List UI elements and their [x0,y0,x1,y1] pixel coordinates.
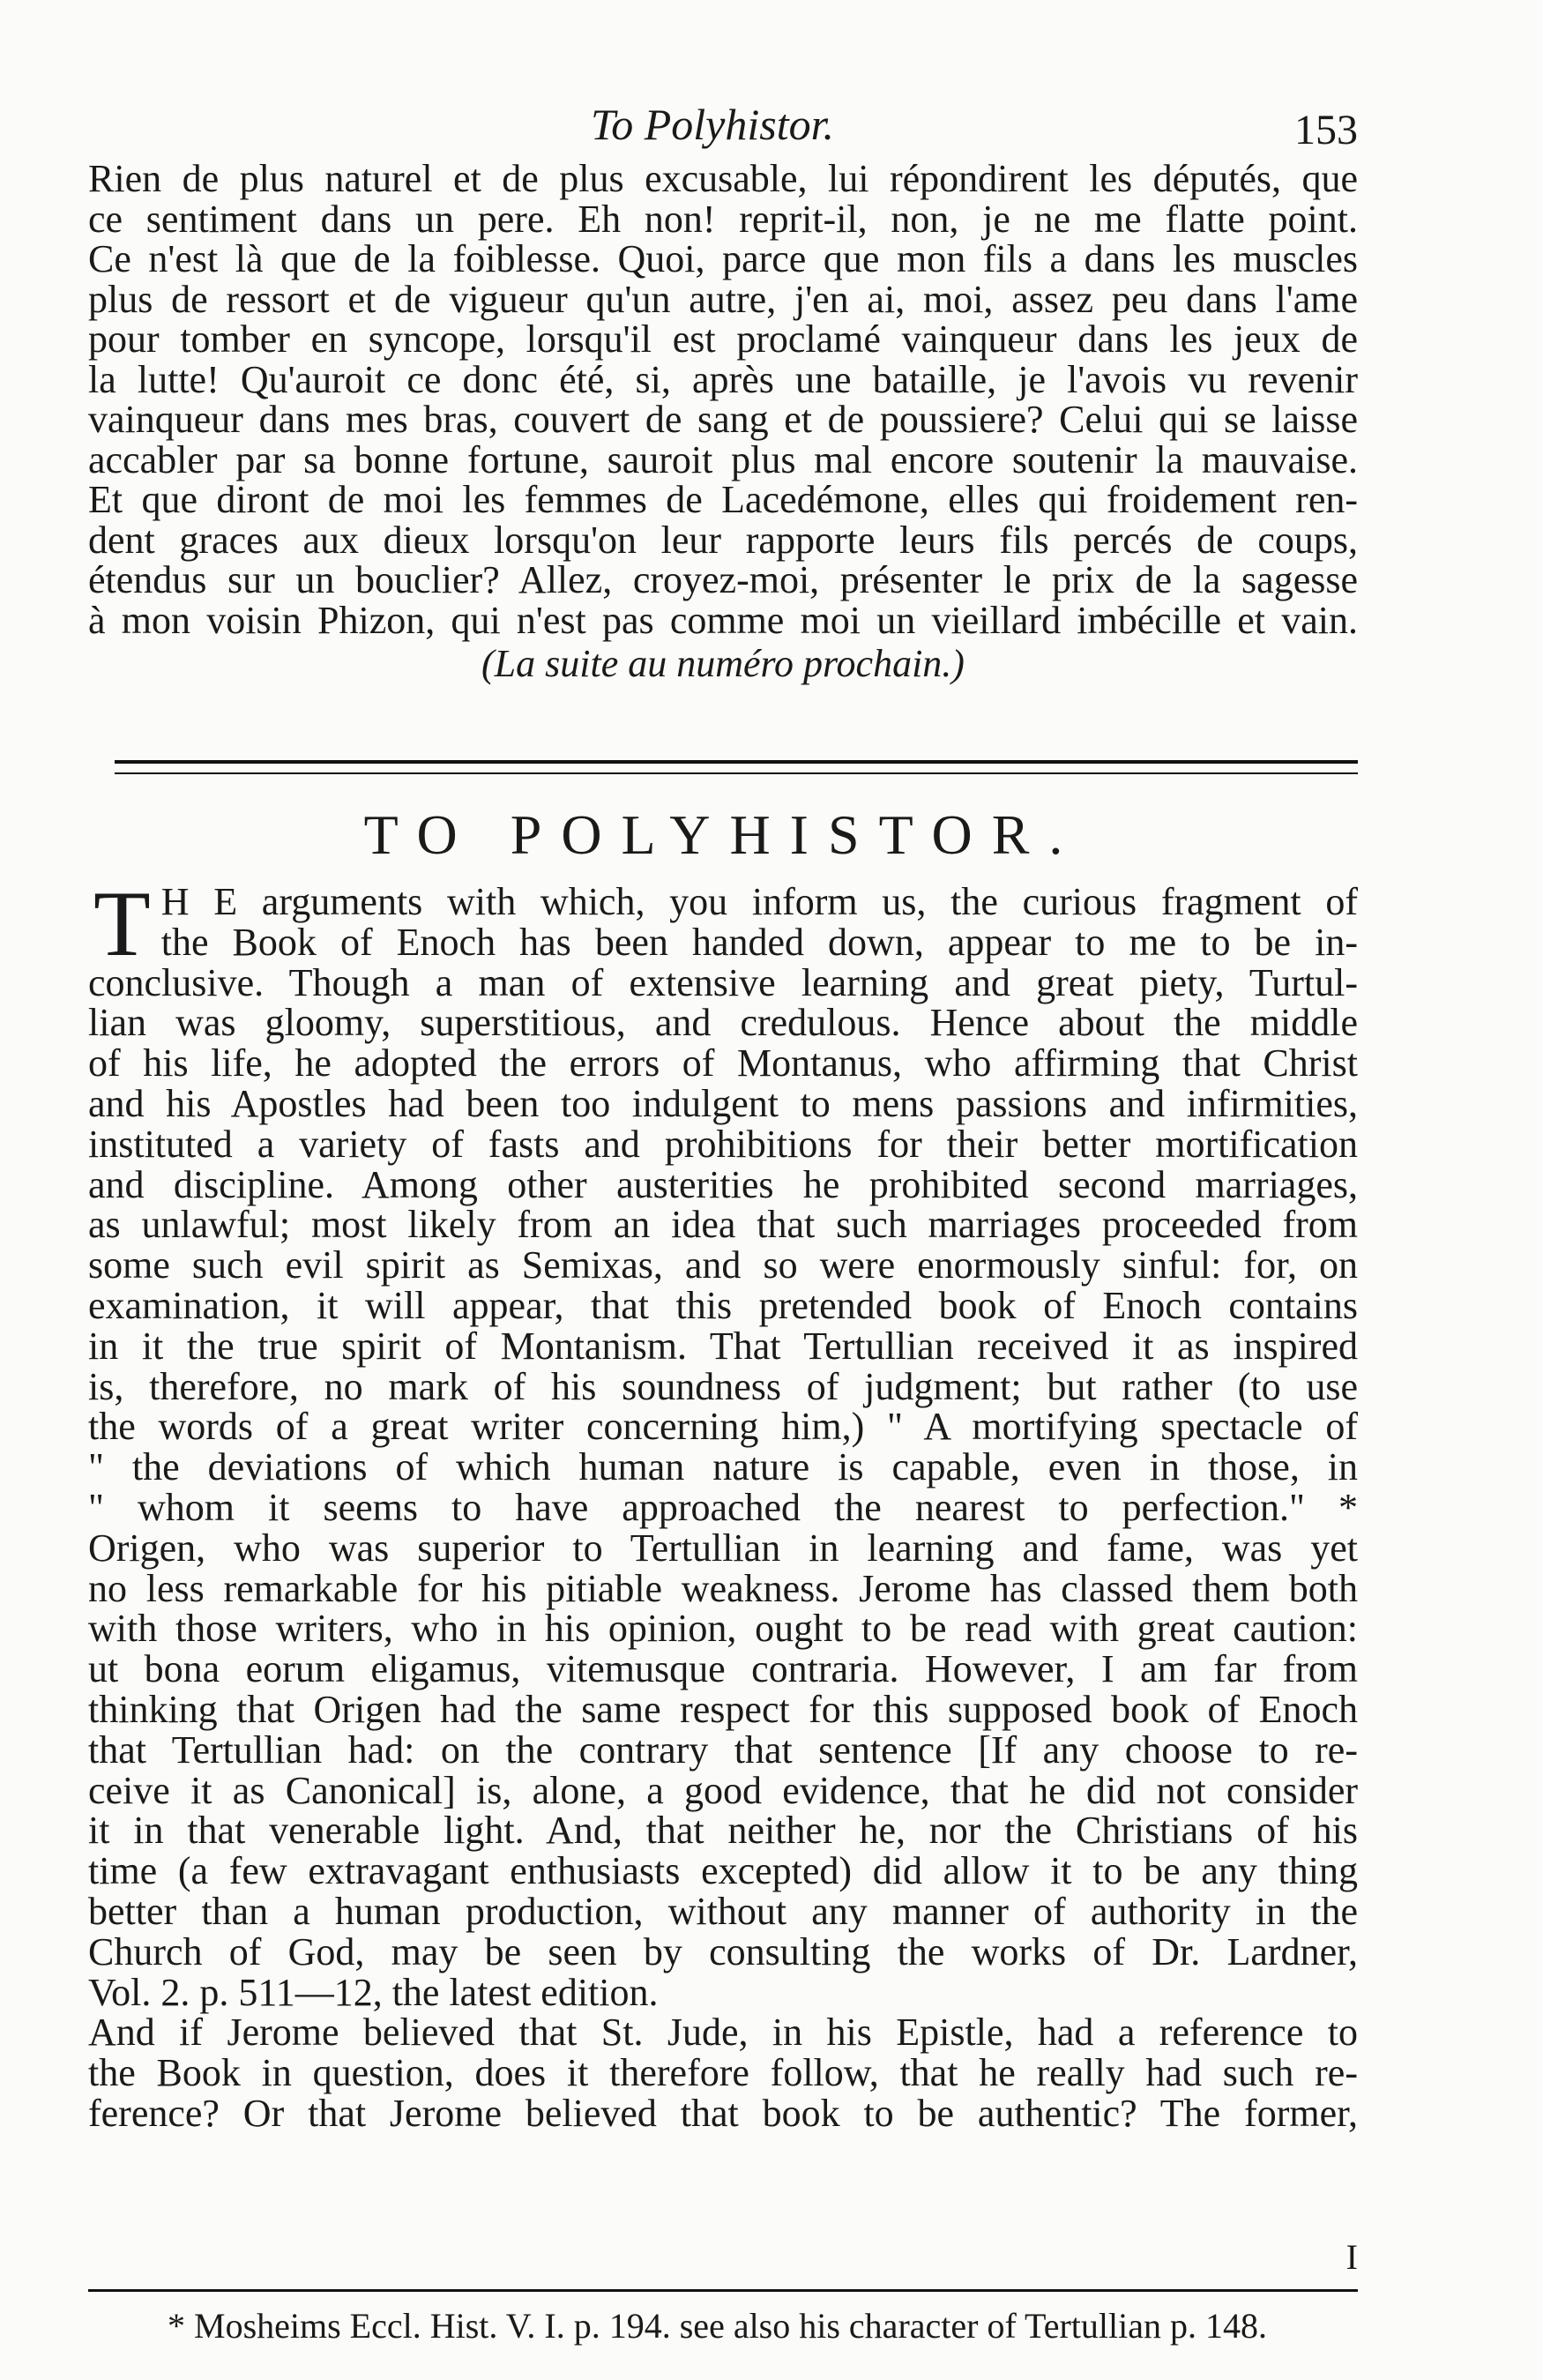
text-line: Rien de plus naturel et de plus excusable, lui répondirent les députés, que [88,157,1358,200]
article-heading: TO POLYHISTOR. [363,803,1083,866]
text-line: étendus sur un bouclier? Allez, croyez-moi, présenter le prix de la sagesse [88,558,1358,601]
text-line: ference? Or that Jerome believed that book to be authentic? The former, [88,2091,1358,2135]
text-line: ut bona eorum eligamus, vitemusque contraria. However, I am far from [88,1647,1358,1691]
text-line: accabler par sa bonne fortune, sauroit plus mal encore soutenir la mauvaise. [88,437,1358,481]
document-page [88,0,1358,2380]
text-line: that Tertullian had: on the contrary that sentence [If any choose to re- [88,1727,1358,1772]
text-line: the Book of Enoch has been handed down, appear to me to be in- [160,920,1358,964]
text-line: the words of a great writer concerning him,) " A mortifying spectacle of [88,1405,1358,1449]
text-line: and his Apostles had been too indulgent to mens passions and infirmities, [88,1081,1358,1125]
text-line: the Book in question, does it therefore follow, that he really had such re- [88,2051,1358,2095]
running-title: To Polyhistor. [591,100,835,149]
text-line: à mon voisin Phizon, qui n'est pas comme moi un vieillard imbécille et vain. [88,598,1358,642]
text-line: and discipline. Among other austerities he prohibited second marriages, [88,1162,1358,1206]
text-line: of his life, he adopted the errors of Montanus, who affirming that Christ [88,1041,1358,1086]
text-line: better than a human production, without any manner of authority in the [88,1889,1358,1933]
text-line: as unlawful; most likely from an idea that such marriages proceeded from [88,1203,1358,1247]
footnote: * Mosheims Eccl. Hist. V. I. p. 194. see also his character of Tertullian p. 148. [168,2306,1267,2346]
text-line: H E arguments with which, you inform us, the curious fragment of [160,880,1358,923]
text-line: it in that venerable light. And, that neither he, nor the Christians of his [88,1809,1358,1853]
article-body [88,872,1358,2135]
french-text-block [88,159,1358,684]
drop-cap: T [93,872,151,975]
text-line: with those writers, who in his opinion, ought to be read with great caution: [88,1607,1358,1651]
text-line: Vol. 2. p. 511—12, the latest edition. [88,1970,659,2014]
text-line: instituted a variety of fasts and prohibitions for their better mortification [88,1122,1358,1166]
text-line: plus de ressort et de vigueur qu'un autre, j'en ai, moi, assez peu dans l'ame [88,277,1358,321]
text-line: is, therefore, no mark of his soundness of judgment; but rather (to use [88,1364,1358,1408]
text-line: dent graces aux dieux lorsqu'on leur rapporte leurs fils percés de coups, [88,518,1358,562]
footnote-divider [88,2289,1358,2292]
text-line: ce sentiment dans un pere. Eh non! reprit-il, non, je ne me flatte point. [88,197,1358,241]
section-divider [115,760,1358,774]
text-line: conclusive. Though a man of extensive learning and great piety, Turtul- [88,960,1358,1004]
text-line: " whom it seems to have approached the nearest to perfection." * [88,1485,1358,1529]
text-line: Church of God, may be seen by consulting the works of Dr. Lardner, [88,1929,1358,1973]
text-line: " the deviations of which human nature is capable, even in those, in [88,1445,1358,1489]
text-line: la lutte! Qu'auroit ce donc été, si, après une bataille, je l'avois vu revenir [88,357,1358,401]
text-line: lian was gloomy, superstitious, and credulous. Hence about the middle [88,1001,1358,1045]
text-line: Et que diront de moi les femmes de Lacedémone, elles qui froidement ren- [88,478,1358,521]
text-line: vainqueur dans mes bras, couvert de sang et de poussiere? Celui qui se laisse [88,398,1358,441]
text-line: time (a few extravagant enthusiasts excepted) did allow it to be any thing [88,1849,1358,1893]
text-line: pour tomber en syncope, lorsqu'il est proclamé vainqueur dans les jeux de [88,317,1358,361]
text-line: Ce n'est là que de la foiblesse. Quoi, parce que mon fils a dans les muscles [88,237,1358,280]
text-line: And if Jerome believed that St. Jude, in his Epistle, had a reference to [88,2011,1358,2055]
page-number: 153 [1294,107,1358,153]
running-head [88,99,1358,152]
text-line: examination, it will appear, that this pretended book of Enoch contains [88,1283,1358,1327]
text-line: no less remarkable for his pitiable weakness. Jerome has classed them both [88,1566,1358,1610]
text-line: Origen, who was superior to Tertullian in learning and fame, was yet [88,1526,1358,1570]
text-line: thinking that Origen had the same respect for this supposed book of Enoch [88,1687,1358,1731]
text-line: in it the true spirit of Montanism. That Tertullian received it as inspired [88,1324,1358,1368]
signature-mark: I [1345,2237,1358,2277]
text-line: some such evil spirit as Semixas, and so were enormously sinful: for, on [88,1243,1358,1287]
continuation-note: (La suite au numéro prochain.) [481,642,965,685]
text-line: ceive it as Canonical] is, alone, a good evidence, that he did not consider [88,1768,1358,1812]
